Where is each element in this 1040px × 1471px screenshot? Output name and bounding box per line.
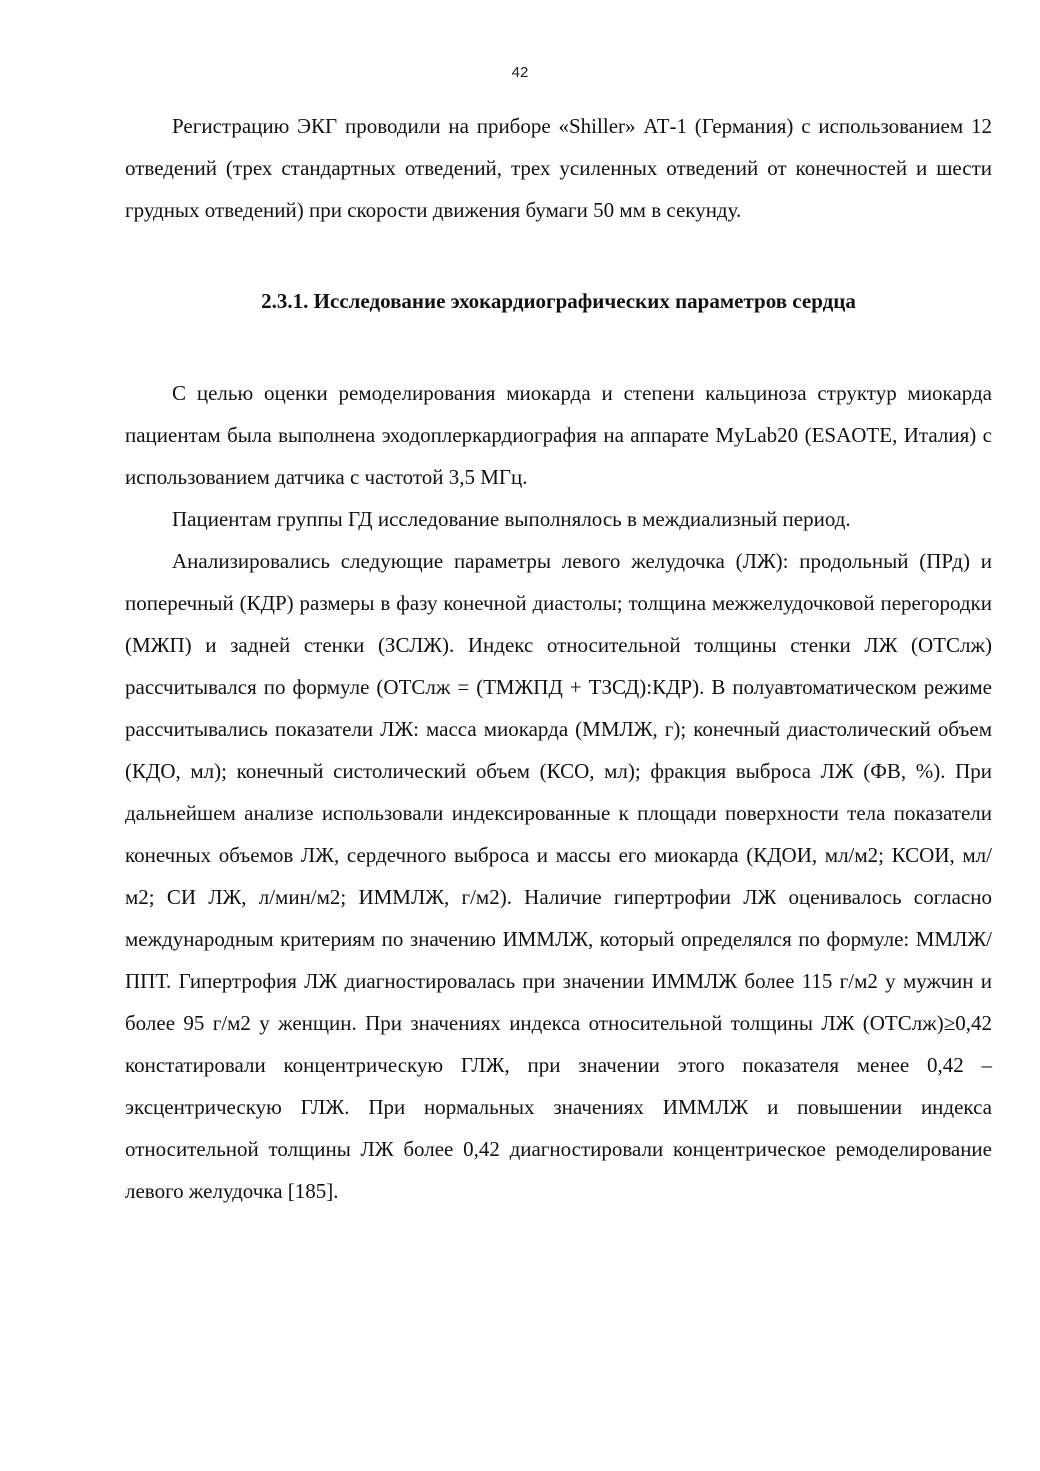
- paragraph-hd-group: Пациентам группы ГД исследование выполнялось в междиализный период.: [172, 507, 851, 531]
- page-number: 42: [511, 64, 529, 81]
- page-body: [125, 105, 992, 1212]
- paragraph-ecg-registration: Регистрацию ЭКГ проводили на приборе «Shiller» АТ-1 (Германия) с использованием 12 отведений (трех стандартных отведений, трех усиленных отведений от конечностей и шести грудных отведений) при скорости движения бумаги 50 мм в секунду.: [125, 114, 992, 222]
- paragraph-echo-purpose: С целью оценки ремоделирования миокарда и степени кальциноза структур миокарда пациентам была выполнена эходоплеркардиография на аппарате MyLab20 (ESAOTE, Италия) с использованием датчика с частотой 3,5 МГц.: [125, 381, 992, 489]
- section-heading: 2.3.1. Исследование эхокардиографических параметров сердца: [261, 289, 856, 313]
- paragraph-lv-parameters: Анализировались следующие параметры левого желудочка (ЛЖ): продольный (ПРд) и поперечный (КДР) размеры в фазу конечной диастолы; толщина межжелудочковой перегородки (МЖП) и задней стенки (ЗСЛЖ). Индекс относительной толщины стенки ЛЖ (ОТСлж) рассчитывался по формуле (ОТСлж = (ТМЖПД + ТЗСД):КДР). В полуавтоматическом режиме рассчитывались показатели ЛЖ: масса миокарда (ММЛЖ, г); конечный диастолический объем (КДО, мл); конечный систолический объем (КСО, мл); фракция выброса ЛЖ (ФВ, %). При дальнейшем анализе использовали индексированные к площади поверхности тела показатели конечных объемов ЛЖ, сердечного выброса и массы его миокарда (КДОИ, мл/м2; КСОИ, мл/м2; СИ ЛЖ, л/мин/м2; ИММЛЖ, г/м2). Наличие гипертрофии ЛЖ оценивалось согласно международным критериям по значению ИММЛЖ, который определялся по формуле: ММЛЖ/ППТ. Гипертрофия ЛЖ диагностировалась при значении ИММЛЖ более 115 г/м2 у мужчин и более 95 г/м2 у женщин. При значениях индекса относительной толщины ЛЖ (ОТСлж)≥0,42 констатировали концентрическую ГЛЖ, при значении этого показателя менее 0,42 – эксцентрическую ГЛЖ. При нормальных значениях ИММЛЖ и повышении индекса относительной толщины ЛЖ более 0,42 диагностировали концентрическое ремоделирование левого желудочка [185].: [125, 549, 992, 1203]
